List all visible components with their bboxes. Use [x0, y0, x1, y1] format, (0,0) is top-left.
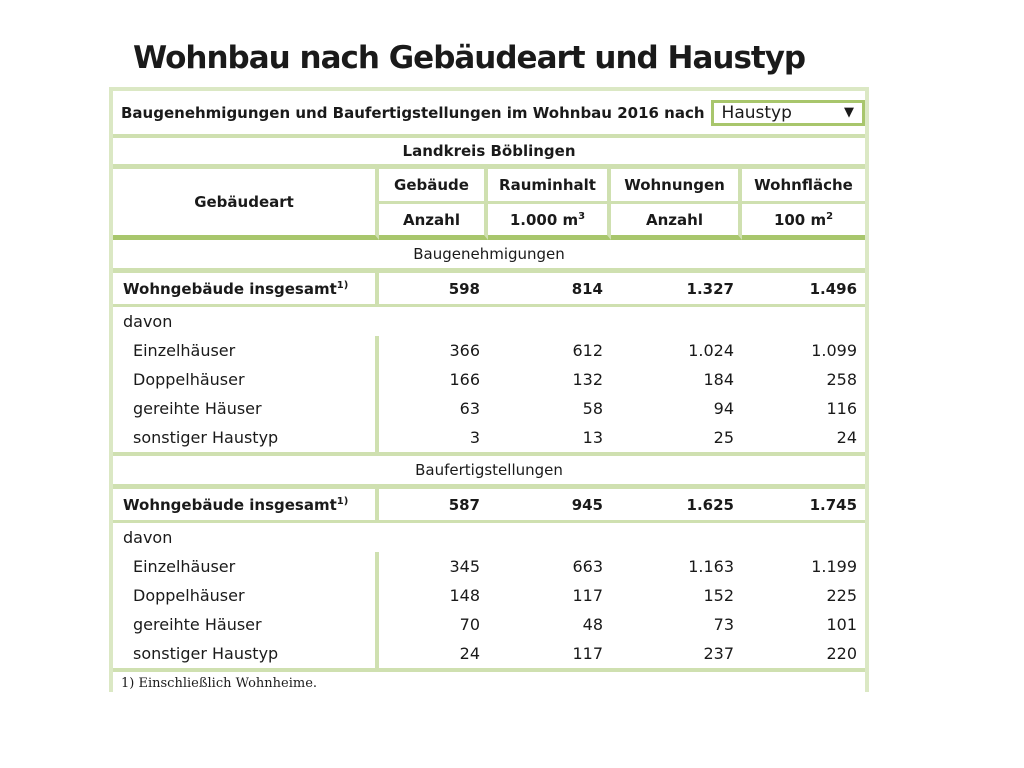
cell: 24 — [742, 423, 865, 456]
row-label: Einzelhäuser — [113, 336, 379, 365]
cell: 814 — [488, 273, 611, 307]
cell: 663 — [488, 552, 611, 581]
data-table — [113, 91, 865, 694]
cell: 116 — [742, 394, 865, 423]
cell: 366 — [379, 336, 488, 365]
row-label: Wohngebäude insgesamt$^{1)}$ — [113, 273, 379, 307]
cell: 225 — [742, 581, 865, 610]
cell: 63 — [379, 394, 488, 423]
cell: 70 — [379, 610, 488, 639]
cell: 598 — [379, 273, 488, 307]
cell: 94 — [611, 394, 742, 423]
cell: 101 — [742, 610, 865, 639]
cell: 152 — [611, 581, 742, 610]
unit-header: 100 $m^2$ — [742, 204, 865, 240]
table-row — [113, 336, 865, 365]
section-heading: Baufertigstellungen — [113, 456, 865, 489]
cell: 945 — [488, 489, 611, 523]
davon-label: davon — [113, 523, 379, 552]
col-header: Gebäude — [379, 169, 488, 204]
row-label: Einzelhäuser — [113, 552, 379, 581]
haustyp-select[interactable] — [711, 100, 865, 126]
cell: 117 — [488, 639, 611, 672]
unit-header: Anzahl — [379, 204, 488, 240]
table-row — [113, 489, 865, 523]
table-row — [113, 394, 865, 423]
row-label: gereihte Häuser — [113, 394, 379, 423]
table-row — [113, 581, 865, 610]
cell: 1.745 — [742, 489, 865, 523]
unit-header: Anzahl — [611, 204, 742, 240]
select-value: Haustyp — [721, 102, 792, 123]
cell: 166 — [379, 365, 488, 394]
cell: 345 — [379, 552, 488, 581]
cell: 132 — [488, 365, 611, 394]
row-label: sonstiger Haustyp — [113, 639, 379, 672]
cell: 184 — [611, 365, 742, 394]
cell: 1.496 — [742, 273, 865, 307]
page-title: Wohnbau nach Gebäudeart und Haustyp — [133, 40, 806, 76]
region-label: Landkreis Böblingen — [113, 138, 865, 169]
cell: 612 — [488, 336, 611, 365]
cell: 220 — [742, 639, 865, 672]
col-header: Wohnungen — [611, 169, 742, 204]
cell: 1.024 — [611, 336, 742, 365]
cell: 25 — [611, 423, 742, 456]
unit-header: 1.000 $m^3$ — [488, 204, 611, 240]
cell: 58 — [488, 394, 611, 423]
cell: 48 — [488, 610, 611, 639]
davon-label: davon — [113, 307, 379, 336]
row-label: gereihte Häuser — [113, 610, 379, 639]
table-row — [113, 365, 865, 394]
table-caption: Baugenehmigungen und Baufertigstellungen im Wohnbau 2016 nach — [121, 103, 705, 122]
row-label: Doppelhäuser — [113, 581, 379, 610]
cell: 237 — [611, 639, 742, 672]
table-row — [113, 639, 865, 672]
table-row — [113, 273, 865, 307]
cell: 1.199 — [742, 552, 865, 581]
col-header: Rauminhalt — [488, 169, 611, 204]
cell: 258 — [742, 365, 865, 394]
footnote: 1) Einschließlich Wohnheime. — [113, 672, 865, 694]
chevron-down-icon: ▼ — [844, 105, 855, 120]
table-row — [113, 552, 865, 581]
cell: 1.099 — [742, 336, 865, 365]
cell: 587 — [379, 489, 488, 523]
row-label: sonstiger Haustyp — [113, 423, 379, 456]
cell: 1.163 — [611, 552, 742, 581]
section-heading: Baugenehmigungen — [113, 240, 865, 273]
cell: 1.327 — [611, 273, 742, 307]
cell: 1.625 — [611, 489, 742, 523]
row-label: Doppelhäuser — [113, 365, 379, 394]
col-header-gebaeudeart: Gebäudeart — [113, 169, 379, 240]
cell: 3 — [379, 423, 488, 456]
cell: 148 — [379, 581, 488, 610]
table-row — [113, 423, 865, 456]
cell: 117 — [488, 581, 611, 610]
row-label: Wohngebäude insgesamt$^{1)}$ — [113, 489, 379, 523]
cell: 73 — [611, 610, 742, 639]
table-row — [113, 610, 865, 639]
cell: 13 — [488, 423, 611, 456]
cell: 24 — [379, 639, 488, 672]
col-header: Wohnfläche — [742, 169, 865, 204]
